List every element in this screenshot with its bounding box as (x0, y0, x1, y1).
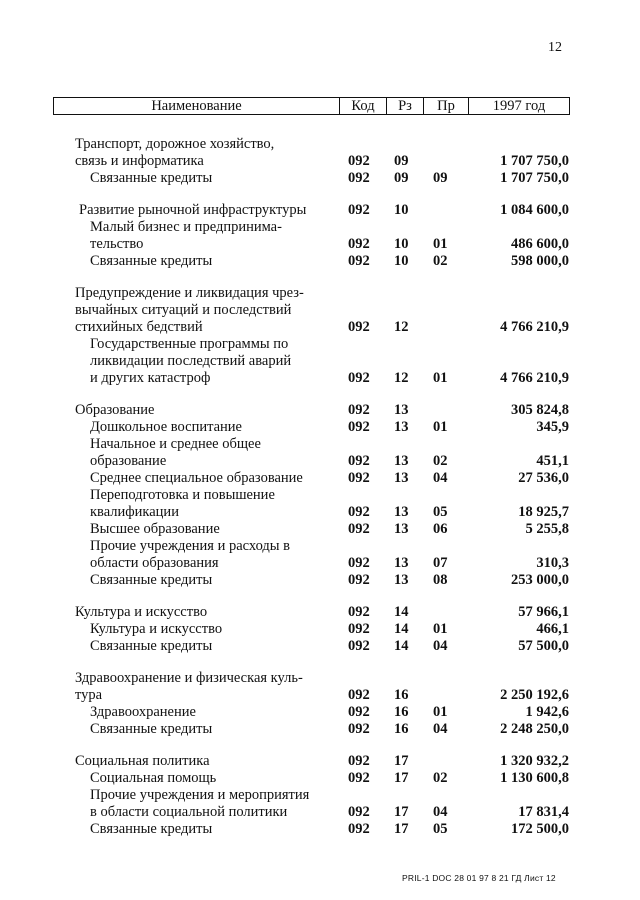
table-row (0, 336, 640, 353)
row-kod: 092 (348, 721, 370, 737)
row-name: тельство (90, 236, 144, 252)
row-name: Дошкольное воспитание (90, 419, 242, 435)
table-row (0, 253, 640, 270)
table-row (0, 687, 640, 704)
row-kod: 092 (348, 821, 370, 837)
row-name: Культура и искусство (75, 604, 208, 620)
row-name: Прочие учреждения и мероприятия (90, 787, 310, 803)
table-row (0, 219, 640, 236)
row-rz: 17 (394, 770, 409, 786)
row-pr: 02 (433, 453, 448, 469)
row-name: Социальная помощь (90, 770, 217, 786)
row-pr: 09 (433, 170, 448, 186)
header-pr: Пр (424, 98, 469, 114)
row-name: Начальное и среднее общее (90, 436, 261, 452)
row-rz: 10 (394, 236, 409, 252)
row-value: 18 925,7 (518, 504, 569, 520)
row-kod: 092 (348, 453, 370, 469)
table-row (0, 555, 640, 572)
row-value: 310,3 (536, 555, 569, 571)
row-pr: 01 (433, 236, 448, 252)
page-number: 12 (548, 40, 562, 55)
row-value: 27 536,0 (518, 470, 569, 486)
row-value: 466,1 (536, 621, 569, 637)
row-pr: 04 (433, 470, 448, 486)
row-kod: 092 (348, 470, 370, 486)
row-kod: 092 (348, 770, 370, 786)
row-name: связь и информатика (75, 153, 204, 169)
row-rz: 13 (394, 402, 409, 418)
row-pr: 07 (433, 555, 448, 571)
row-value: 1 942,6 (525, 704, 569, 720)
row-pr: 05 (433, 504, 448, 520)
row-value: 486 600,0 (511, 236, 569, 252)
row-kod: 092 (348, 319, 370, 335)
row-name: Высшее образование (90, 521, 220, 537)
row-name: Государственные программы по (90, 336, 289, 352)
table-row (0, 521, 640, 538)
row-kod: 092 (348, 555, 370, 571)
row-rz: 13 (394, 555, 409, 571)
row-kod: 092 (348, 572, 370, 588)
row-value: 172 500,0 (511, 821, 569, 837)
table-row (0, 353, 640, 370)
row-value: 1 320 932,2 (500, 753, 569, 769)
row-kod: 092 (348, 804, 370, 820)
header-rz: Рз (387, 98, 424, 114)
row-pr: 08 (433, 572, 448, 588)
row-value: 598 000,0 (511, 253, 569, 269)
row-value: 17 831,4 (518, 804, 569, 820)
row-kod: 092 (348, 202, 370, 218)
row-kod: 092 (348, 604, 370, 620)
table-row (0, 504, 640, 521)
table-row (0, 670, 640, 687)
row-value: 2 250 192,6 (500, 687, 569, 703)
row-kod: 092 (348, 419, 370, 435)
row-name: Предупреждение и ликвидация чрез- (75, 285, 304, 301)
table-row (0, 753, 640, 770)
table-row (0, 153, 640, 170)
row-name: образование (90, 453, 167, 469)
row-kod: 092 (348, 170, 370, 186)
table-row (0, 285, 640, 302)
row-name: и других катастроф (90, 370, 211, 386)
row-kod: 092 (348, 370, 370, 386)
table-row (0, 236, 640, 253)
table-row (0, 487, 640, 504)
row-name: Переподготовка и повышение (90, 487, 275, 503)
row-kod: 092 (348, 621, 370, 637)
row-pr: 01 (433, 419, 448, 435)
row-value: 1 084 600,0 (500, 202, 569, 218)
row-name: в области социальной политики (90, 804, 288, 820)
table-row (0, 787, 640, 804)
row-name: ликвидации последствий аварий (90, 353, 292, 369)
row-value: 4 766 210,9 (500, 319, 569, 335)
row-rz: 17 (394, 821, 409, 837)
header-kod: Код (340, 98, 387, 114)
row-rz: 14 (394, 604, 409, 620)
row-name: Связанные кредиты (90, 572, 213, 588)
table-row (0, 136, 640, 153)
row-rz: 09 (394, 170, 409, 186)
row-value: 305 824,8 (511, 402, 569, 418)
row-value: 451,1 (536, 453, 569, 469)
row-pr: 04 (433, 804, 448, 820)
row-value: 1 707 750,0 (500, 170, 569, 186)
row-pr: 06 (433, 521, 448, 537)
row-name: Малый бизнес и предпринима- (90, 219, 282, 235)
row-value: 345,9 (536, 419, 569, 435)
row-rz: 10 (394, 202, 409, 218)
row-kod: 092 (348, 687, 370, 703)
row-name: тура (75, 687, 103, 703)
row-name: Связанные кредиты (90, 253, 213, 269)
row-name: Здравоохранение и физическая куль- (75, 670, 303, 686)
row-pr: 01 (433, 621, 448, 637)
table-row (0, 604, 640, 621)
table-row (0, 721, 640, 738)
row-name: Транспорт, дорожное хозяйство, (75, 136, 275, 152)
row-pr: 01 (433, 704, 448, 720)
footer-stamp: PRIL-1 DOC 28 01 97 8 21 ГД Лист 12 (402, 873, 556, 883)
table-row (0, 453, 640, 470)
row-kod: 092 (348, 753, 370, 769)
row-pr: 05 (433, 821, 448, 837)
row-rz: 13 (394, 572, 409, 588)
row-name: Среднее специальное образование (90, 470, 303, 486)
row-kod: 092 (348, 402, 370, 418)
table-row (0, 821, 640, 838)
row-value: 253 000,0 (511, 572, 569, 588)
row-name: Связанные кредиты (90, 821, 213, 837)
row-rz: 09 (394, 153, 409, 169)
row-kod: 092 (348, 236, 370, 252)
table-row (0, 572, 640, 589)
row-name: вычайных ситуаций и последствий (75, 302, 292, 318)
row-rz: 13 (394, 521, 409, 537)
row-value: 5 255,8 (525, 521, 569, 537)
row-name: Здравоохранение (90, 704, 196, 720)
row-kod: 092 (348, 704, 370, 720)
table-row (0, 704, 640, 721)
row-rz: 14 (394, 638, 409, 654)
row-name: Социальная политика (75, 753, 210, 769)
row-value: 4 766 210,9 (500, 370, 569, 386)
table-row (0, 419, 640, 436)
row-rz: 16 (394, 721, 409, 737)
row-value: 57 500,0 (518, 638, 569, 654)
row-pr: 04 (433, 721, 448, 737)
row-name: Связанные кредиты (90, 170, 213, 186)
table-row (0, 370, 640, 387)
table-row (0, 170, 640, 187)
row-rz: 17 (394, 804, 409, 820)
row-name: Культура и искусство (90, 621, 223, 637)
row-name: Связанные кредиты (90, 721, 213, 737)
row-value: 2 248 250,0 (500, 721, 569, 737)
row-kod: 092 (348, 504, 370, 520)
table-row (0, 621, 640, 638)
row-kod: 092 (348, 153, 370, 169)
row-rz: 14 (394, 621, 409, 637)
row-rz: 13 (394, 419, 409, 435)
header-year: 1997 год (492, 98, 546, 114)
row-rz: 13 (394, 470, 409, 486)
table-row (0, 202, 640, 219)
table-row (0, 436, 640, 453)
row-pr: 02 (433, 770, 448, 786)
row-rz: 12 (394, 319, 409, 335)
row-rz: 13 (394, 453, 409, 469)
table-row (0, 319, 640, 336)
row-rz: 10 (394, 253, 409, 269)
row-rz: 16 (394, 704, 409, 720)
row-name: квалификации (90, 504, 179, 520)
table-row (0, 302, 640, 319)
row-name: Развитие рыночной инфраструктуры (79, 202, 307, 218)
row-value: 57 966,1 (518, 604, 569, 620)
row-value: 1 707 750,0 (500, 153, 569, 169)
row-pr: 02 (433, 253, 448, 269)
row-rz: 16 (394, 687, 409, 703)
table-row (0, 638, 640, 655)
table-row (0, 804, 640, 821)
row-name: Связанные кредиты (90, 638, 213, 654)
row-rz: 13 (394, 504, 409, 520)
row-name: Прочие учреждения и расходы в (90, 538, 291, 554)
row-kod: 092 (348, 638, 370, 654)
header-name: Наименование (54, 98, 340, 114)
row-pr: 04 (433, 638, 448, 654)
row-rz: 12 (394, 370, 409, 386)
row-pr: 01 (433, 370, 448, 386)
table-row (0, 538, 640, 555)
row-name: области образования (90, 555, 219, 571)
table-row (0, 770, 640, 787)
row-rz: 17 (394, 753, 409, 769)
row-name: Образование (75, 402, 155, 418)
table-row (0, 470, 640, 487)
row-kod: 092 (348, 521, 370, 537)
row-value: 1 130 600,8 (500, 770, 569, 786)
table-row (0, 402, 640, 419)
row-name: стихийных бедствий (75, 319, 203, 335)
row-kod: 092 (348, 253, 370, 269)
